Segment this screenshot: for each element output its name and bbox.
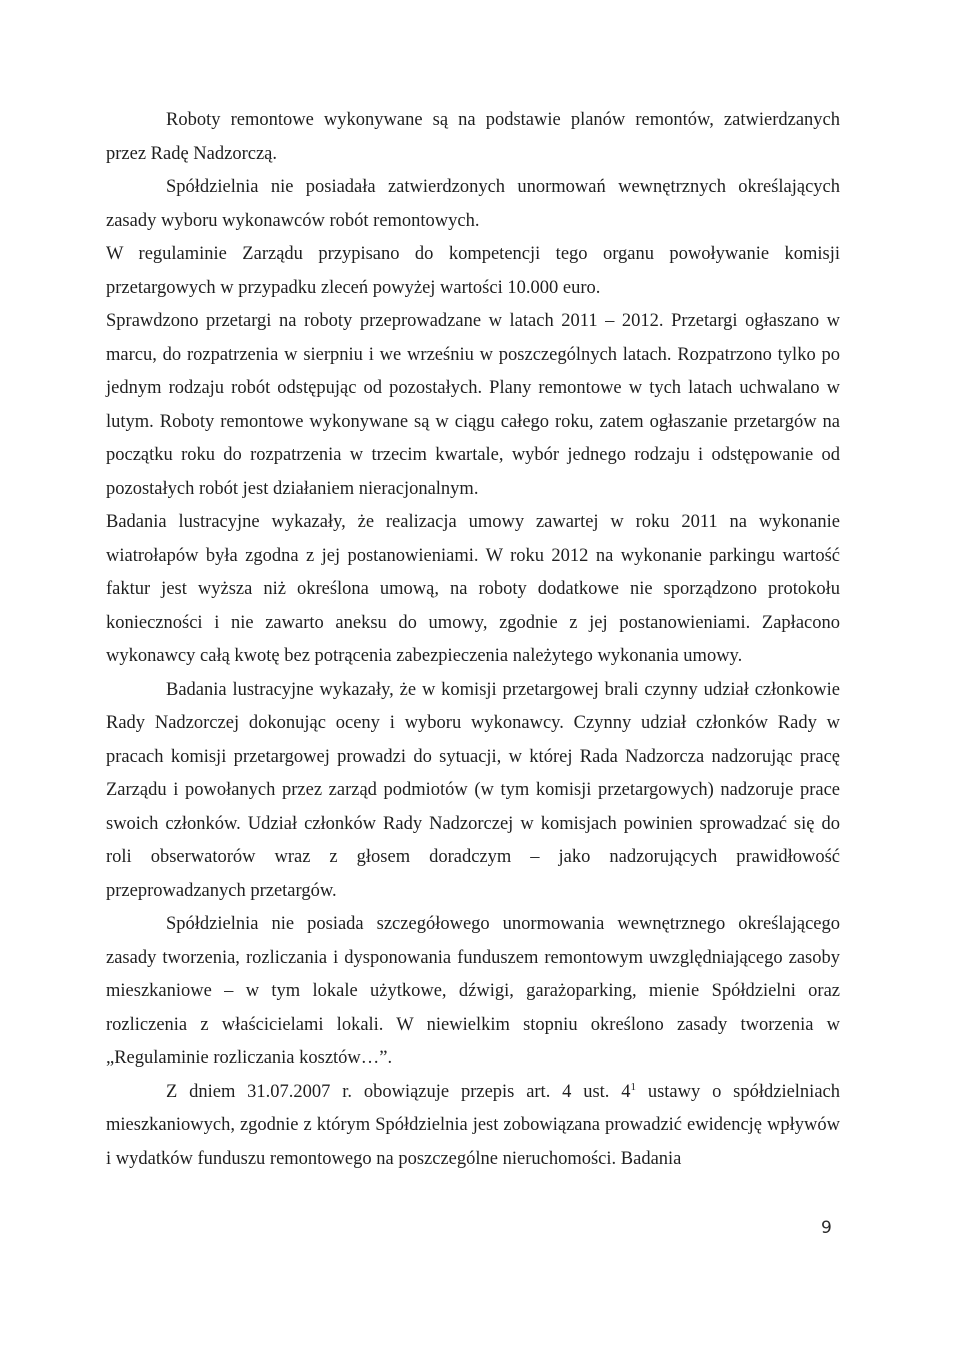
paragraph-tenders-checked: Sprawdzono przetargi na roboty przeprowadzane w latach 2011 – 2012. Przetargi ogłaszano w marcu, do rozpatrzenia w sierpniu i we wrześniu w poszczególnych latach. Rozpatrzono tylko po jednym rodzaju robót odstępując od pozostałych. Plany remontowe w tych latach uchwalano w lutym. Roboty remontowe wykonywane są w ciągu całego roku, zatem ogłaszanie przetargów na początku roku do rozpatrzenia w trzecim kwartale, wybór jednego rodzaju i odstępowanie od pozostałych robót jest działaniem nieracjonalnym.	[106, 311, 840, 499]
page-number: 9	[821, 1218, 832, 1238]
paragraph-supervisory-board-participation: Badania lustracyjne wykazały, że w komisji przetargowej brali czynny udział członkowie Rady Nadzorczej dokonując oceny i wyboru wykonawcy. Czynny udział członków Rady w pracach komisji przetargowej prowadzi do sytuacji, w której Rada Nadzorcza nadzorując pracę Zarządu i powołanych przez zarząd podmiotów (w tym komisji przetargowych) nadzoruje prace swoich członków. Udział członków Rady Nadzorczej w komisjach powinien sprowadzać się do roli obserwatorów wraz z głosem doradczym – jako nadzorujących prawidłowość przeprowadzanych przetargów.	[106, 679, 840, 901]
paragraph-statutory-requirement	[106, 1076, 840, 1177]
statute-text-start: Z dniem 31.07.2007 r. obowiązuje przepis art. 4 ust. 4	[166, 1081, 631, 1102]
paragraph-renovation-plans: Roboty remontowe wykonywane są na podstawie planów remontów, zatwierdzanych przez Radę Nadzorczą.	[106, 110, 840, 164]
superscript-footnote: 1	[630, 1080, 637, 1093]
document-body	[106, 104, 840, 1176]
paragraph-renovation-fund: Spółdzielnia nie posiada szczegółowego unormowania wewnętrznego określającego zasady tworzenia, rozliczania i dysponowania funduszem remontowym uwzględniającego zasoby mieszkaniowe – w tym lokale użytkowe, dźwigi, garażoparking, mienie Spółdzielni oraz rozliczenia z właścicielami lokali. W niewielkim stopniu określono zasady tworzenia w „Regulaminie rozliczania kosztów…”.	[106, 914, 840, 1068]
statute-text-end: ustawy o spółdzielniach mieszkaniowych, zgodnie z którym Spółdzielnia jest zobowiązana prowadzić ewidencję wpływów i wydatków funduszu remontowego na poszczególne nieruchomości. Badania	[106, 1081, 840, 1169]
paragraph-management-regulations: W regulaminie Zarządu przypisano do kompetencji tego organu powoływanie komisji przetargowych w przypadku zleceń powyżej wartości 10.000 euro.	[106, 244, 840, 298]
paragraph-no-internal-rules: Spółdzielnia nie posiadała zatwierdzonych unormowań wewnętrznych określających zasady wyboru wykonawców robót remontowych.	[106, 177, 840, 231]
paragraph-contract-findings: Badania lustracyjne wykazały, że realizacja umowy zawartej w roku 2011 na wykonanie wiatrołapów była zgodna z jej postanowieniami. W roku 2012 na wykonanie parkingu wartość faktur jest wyższa niż określona umową, na roboty dodatkowe nie sporządzono protokołu konieczności i nie zawarto aneksu do umowy, zgodnie z jej postanowieniami. Zapłacono wykonawcy całą kwotę bez potrącenia zabezpieczenia należytego wykonania umowy.	[106, 512, 840, 666]
